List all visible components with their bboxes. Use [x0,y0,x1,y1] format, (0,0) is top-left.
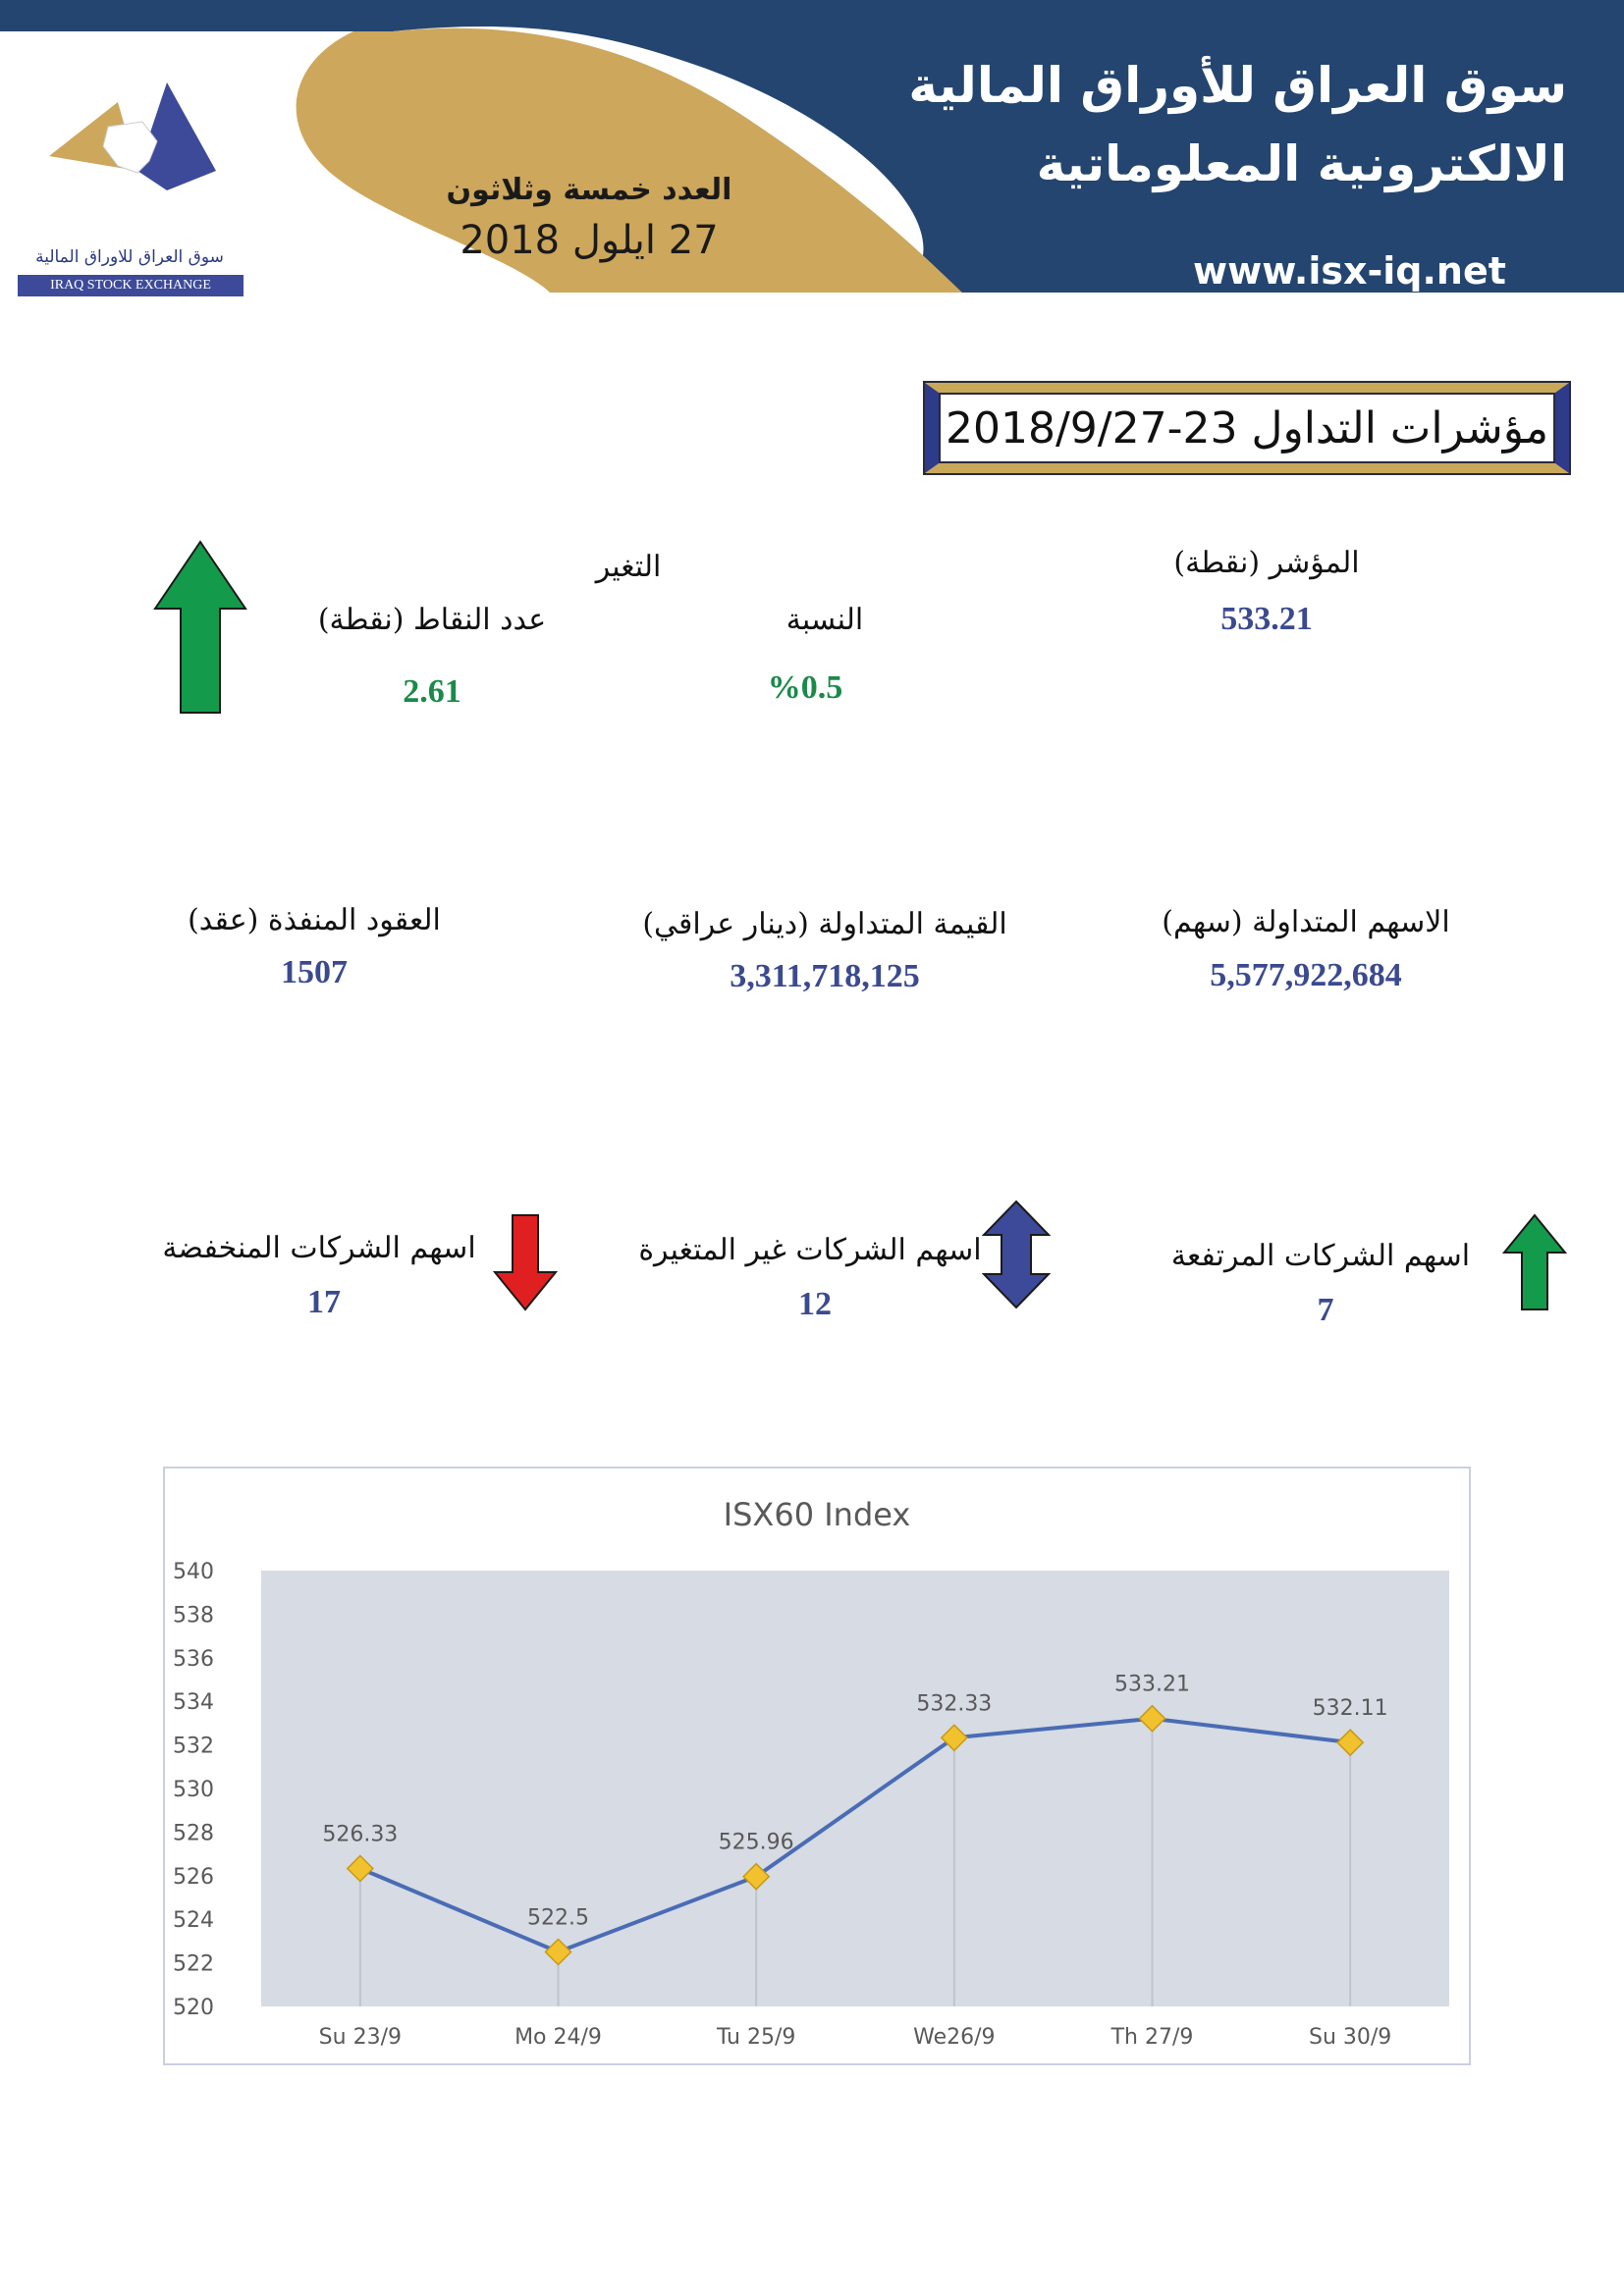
companies-unchanged-label: اسهم الشركات غير المتغيرة [638,1233,982,1267]
data-label: 532.33 [916,1691,993,1717]
traded-value-label: القيمة المتداولة (دينار عراقي) [642,907,1007,941]
change-points-label: عدد النقاط (نقطة) [317,603,547,637]
title-box-text: مؤشرات التداول 23-2018/9/27 [939,393,1555,463]
x-tick-label: Su 23/9 [318,2025,402,2050]
companies-up-value: 7 [1317,1292,1334,1328]
change-heading: التغير [595,550,662,584]
y-tick-label: 534 [173,1690,214,1716]
y-tick-label: 532 [173,1734,214,1759]
issue-label: العدد خمسة وثلاثون [446,173,732,207]
isx60-chart-svg [165,1468,1469,2063]
issue-date: 27 ايلول 2018 [460,218,719,263]
x-tick-label: Su 30/9 [1309,2025,1392,2050]
shares-value: 5,577,922,684 [1210,957,1402,993]
website-link[interactable]: www.isx-iq.net [1193,249,1506,293]
arrow-down-icon [493,1213,558,1311]
data-label: 532.11 [1312,1696,1388,1722]
index-value: 533.21 [1220,601,1313,637]
x-tick-label: We26/9 [913,2025,996,2050]
traded-value: 3,311,718,125 [730,958,920,994]
companies-down-label: اسهم الشركات المنخفضة [162,1231,476,1265]
arrow-up-icon [153,540,247,715]
header-title-line1: سوق العراق للأوراق المالية [908,57,1567,114]
arrow-up-icon-companies [1502,1213,1567,1311]
shares-label: الاسهم المتداولة (سهم) [1162,905,1450,939]
y-tick-label: 536 [173,1646,214,1672]
change-percent-value: %0.5 [767,669,843,706]
y-tick-label: 524 [173,1908,214,1934]
y-tick-label: 528 [173,1821,214,1846]
data-label: 526.33 [322,1822,399,1847]
logo-text-en: IRAQ STOCK EXCHANGE [18,275,244,296]
data-label: 533.21 [1114,1672,1190,1697]
contracts-value: 1507 [281,954,348,990]
companies-up-label: اسهم الشركات المرتفعة [1170,1239,1471,1273]
plot-area [261,1571,1449,2006]
y-tick-label: 522 [173,1951,214,1977]
contracts-label: العقود المنفذة (عقد) [188,903,441,937]
data-label: 525.96 [718,1830,794,1855]
y-tick-label: 530 [173,1778,214,1802]
companies-unchanged-value: 12 [798,1286,832,1322]
companies-down-value: 17 [307,1284,341,1320]
isx-logo [39,82,226,200]
title-box [923,381,1571,475]
header-title-line2: الالكترونية المعلوماتية [1036,135,1567,192]
x-tick-label: Mo 24/9 [514,2025,602,2050]
change-points-value: 2.61 [403,673,461,710]
arrow-updown-icon [982,1200,1051,1309]
isx60-chart [163,1467,1471,2065]
logo-text-ar: سوق العراق للاوراق المالية [35,247,224,267]
y-tick-label: 520 [173,1996,214,2020]
x-tick-label: Tu 25/9 [716,2025,796,2050]
data-label: 522.5 [527,1905,589,1931]
y-tick-label: 526 [173,1864,214,1890]
x-tick-label: Th 27/9 [1110,2025,1194,2050]
change-percent-label: النسبة [785,603,864,637]
chart-title: ISX60 Index [723,1496,911,1533]
y-tick-label: 540 [173,1560,214,1584]
index-label: المؤشر (نقطة) [1173,546,1360,580]
y-tick-label: 538 [173,1603,214,1629]
